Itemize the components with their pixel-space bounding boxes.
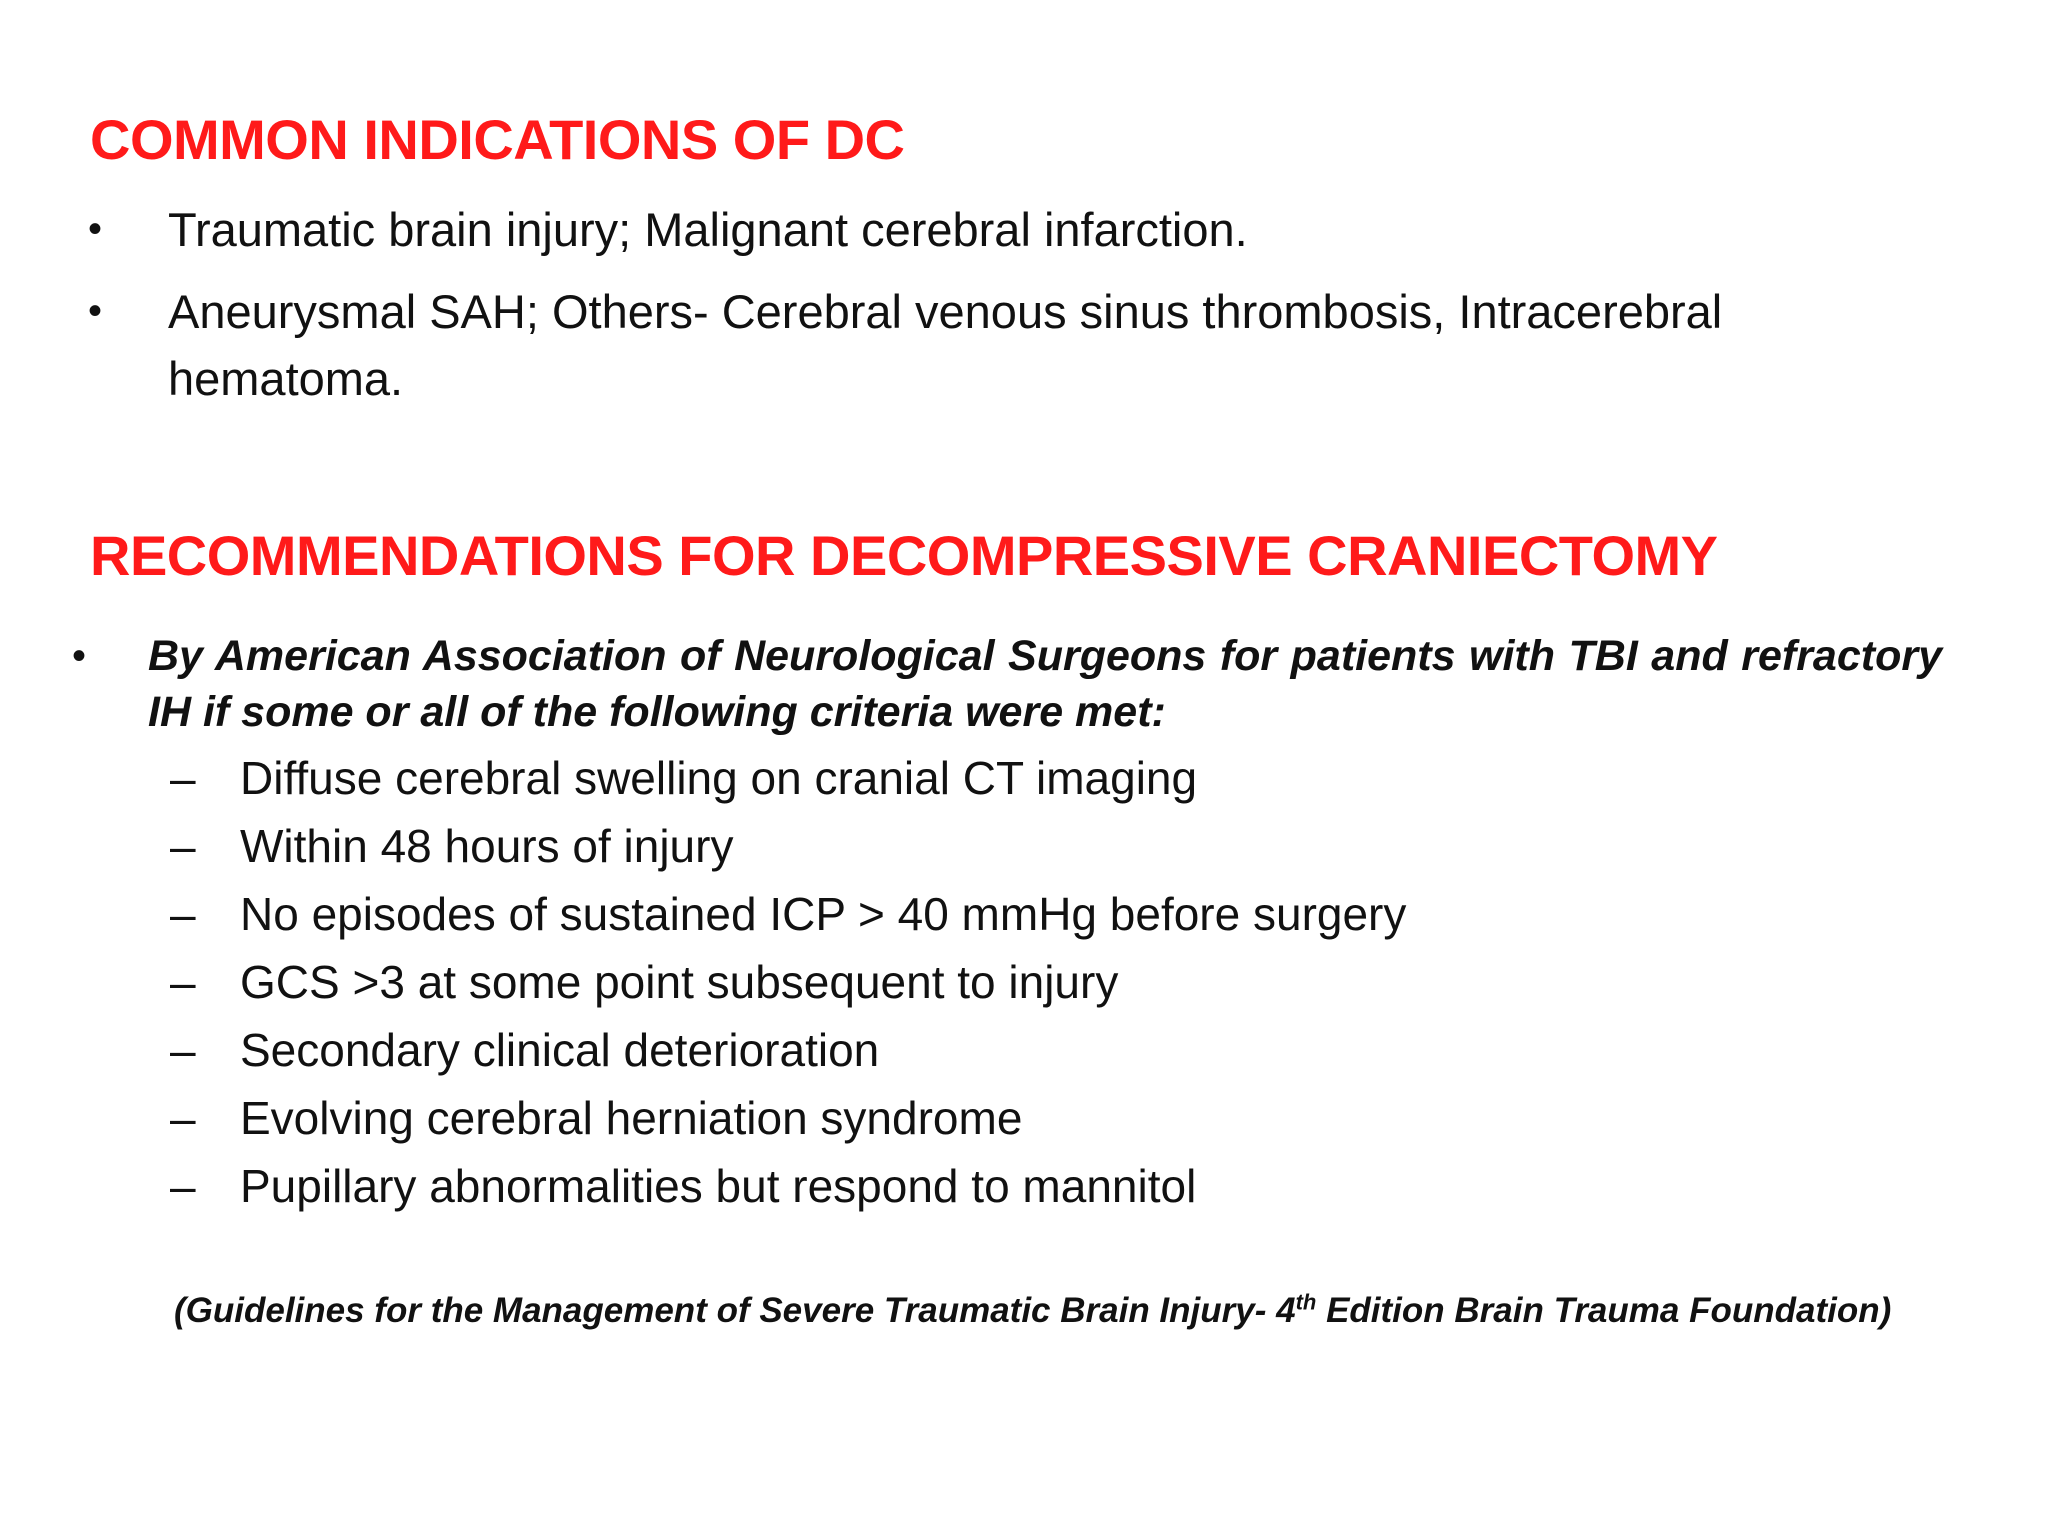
indication-item: [0, 196, 2048, 263]
indication-item: [0, 278, 2048, 412]
dash-icon: –: [170, 1092, 196, 1144]
criteria-item: [170, 812, 734, 880]
criteria-text: No episodes of sustained ICP > 40 mmHg before surgery: [240, 888, 1407, 940]
criteria-item: [170, 1084, 1023, 1152]
dash-icon: –: [170, 956, 196, 1008]
citation-text-end: Edition Brain Trauma Foundation): [1316, 1291, 1892, 1330]
aans-intro: By American Association of Neurological Surgeons for patients with TBI and refractory IH if some or all of the following criteria were met:: [148, 632, 1942, 736]
bullet-icon: •: [88, 289, 103, 333]
indication-text: Aneurysmal SAH; Others- Cerebral venous sinus thrombosis, Intracerebral hematoma.: [168, 285, 1723, 405]
criteria-text: GCS >3 at some point subsequent to injury: [240, 956, 1119, 1008]
dash-icon: –: [170, 752, 196, 804]
criteria-text: Pupillary abnormalities but respond to mannitol: [240, 1160, 1197, 1212]
dash-icon: –: [170, 820, 196, 872]
recommendations-heading: RECOMMENDATIONS FOR DECOMPRESSIVE CRANIECTOMY: [90, 524, 1718, 587]
dash-icon: –: [170, 888, 196, 940]
criteria-text: Within 48 hours of injury: [240, 820, 734, 872]
criteria-text: Diffuse cerebral swelling on cranial CT imaging: [240, 752, 1198, 804]
citation-superscript: th: [1295, 1289, 1317, 1315]
criteria-item: [170, 1152, 1197, 1220]
citation-text: (Guidelines for the Management of Severe Traumatic Brain Injury- 4: [174, 1291, 1296, 1330]
criteria-item: [170, 744, 1198, 812]
indications-heading: COMMON INDICATIONS OF DC: [90, 108, 905, 171]
citation: [174, 1288, 1891, 1334]
criteria-item: [170, 948, 1119, 1016]
criteria-item: [170, 880, 1407, 948]
bullet-icon: •: [88, 207, 103, 251]
indication-text: Traumatic brain injury; Malignant cerebral infarction.: [168, 203, 1248, 256]
criteria-text: Evolving cerebral herniation syndrome: [240, 1092, 1023, 1144]
dash-icon: –: [170, 1160, 196, 1212]
criteria-text: Secondary clinical deterioration: [240, 1024, 880, 1076]
dash-icon: –: [170, 1024, 196, 1076]
criteria-item: [170, 1016, 880, 1084]
bullet-icon: •: [72, 634, 87, 678]
